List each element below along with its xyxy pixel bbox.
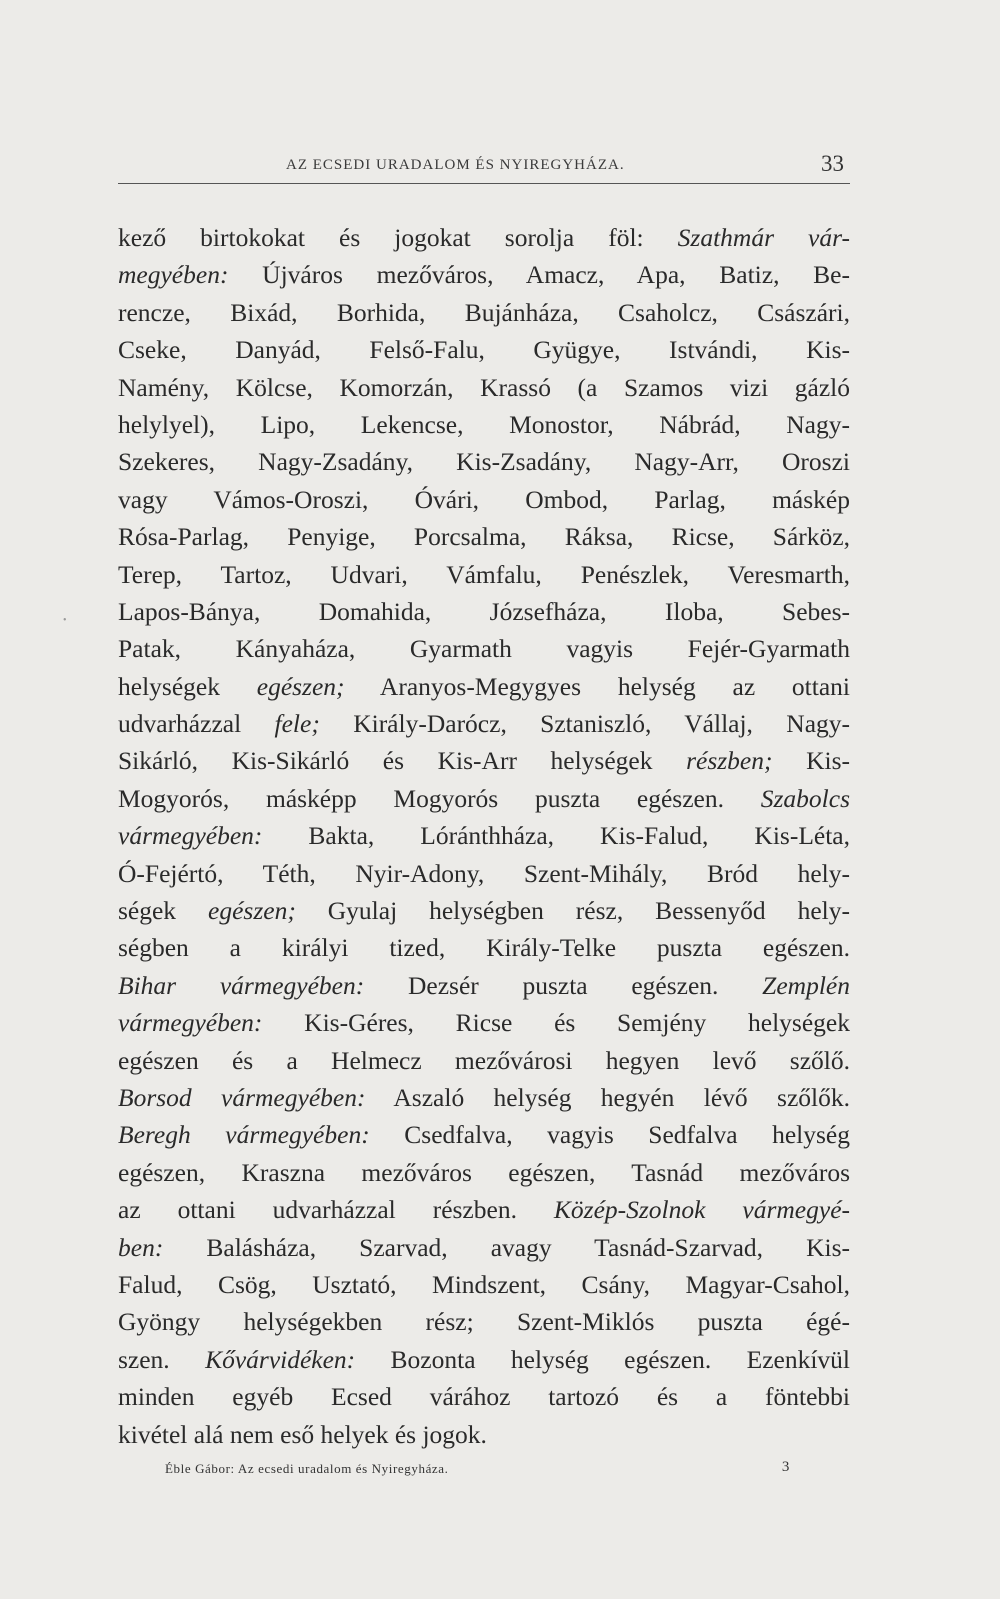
text-line — [118, 892, 850, 929]
text-line — [118, 1191, 850, 1228]
text-run: Csedfalva, vagyis Sedfalva helység — [369, 1120, 850, 1150]
italic-text: Szabolcs — [760, 783, 850, 813]
text-line — [118, 1079, 850, 1116]
text-run: ségben a királyi tized, Király-Telke puszta egészen. — [118, 933, 850, 963]
italic-text: egészen; — [208, 896, 296, 926]
italic-text: vármegyében: — [118, 821, 263, 851]
text-run: Bakta, Lóránthháza, Kis-Falud, Kis-Léta, — [262, 821, 850, 851]
text-run: egészen, Kraszna mezőváros egészen, Tasnád mezőváros — [118, 1157, 850, 1187]
footer-signature: Éble Gábor: Az ecsedi uradalom és Nyiregyháza. — [165, 1461, 449, 1476]
text-run: Balásháza, Szarvad, avagy Tasnád-Szarvad, Kis- — [163, 1232, 850, 1262]
text-run: Rósa-Parlag, Penyige, Porcsalma, Ráksa, Ricse, Sárköz, — [118, 522, 850, 552]
text-line — [118, 1341, 850, 1378]
text-run: Lapos-Bánya, Domahida, Józsefháza, Iloba, Sebes- — [118, 596, 850, 626]
text-run: az ottani udvarházzal részben. — [118, 1195, 554, 1225]
italic-text: részben; — [686, 746, 773, 776]
text-line — [118, 369, 850, 406]
text-run: Mogyorós, másképp Mogyorós puszta egészen. — [118, 783, 761, 813]
text-run: egészen és a Helmecz mezővárosi hegyen levő szőlő. — [118, 1045, 850, 1075]
text-line — [118, 705, 850, 742]
text-run: Namény, Kölcse, Komorzán, Krassó (a Szamos vizi gázló — [118, 372, 850, 402]
italic-text: ben: — [118, 1232, 164, 1262]
text-line — [118, 406, 850, 443]
italic-text: Kővárvidéken: — [205, 1344, 356, 1374]
text-line — [118, 1154, 850, 1191]
body-text — [118, 219, 850, 1453]
text-run: Ó-Fejértó, Téth, Nyir-Adony, Szent-Mihály, Bród hely- — [118, 858, 850, 888]
text-line — [118, 331, 850, 368]
sheet-number: 3 — [781, 1459, 790, 1475]
text-line — [118, 780, 850, 817]
text-run: Falud, Csög, Usztató, Mindszent, Csány, Magyar-Csahol, — [118, 1269, 850, 1299]
text-line — [118, 929, 850, 966]
text-line — [118, 1266, 850, 1303]
text-run: Szekeres, Nagy-Zsadány, Kis-Zsadány, Nagy-Arr, Oroszi — [118, 447, 850, 477]
text-line — [118, 1416, 850, 1453]
text-run: Aranyos-Megygyes helység az ottani — [344, 671, 850, 701]
text-line — [118, 294, 850, 331]
text-line — [118, 1378, 850, 1415]
text-line — [118, 1229, 850, 1266]
text-line — [118, 1116, 850, 1153]
text-run: Dezsér puszta egészen. — [364, 970, 763, 1000]
text-line — [118, 481, 850, 518]
text-run: vagy Vámos-Oroszi, Óvári, Ombod, Parlag, máskép‍ — [118, 484, 850, 514]
text-run: Gyöngy helységekben rész; Szent-Miklós puszta égé- — [118, 1307, 850, 1337]
text-line — [118, 443, 850, 480]
italic-text: vármegyében: — [118, 1008, 263, 1038]
text-run: minden egyéb Ecsed várához tartozó és a föntebbi — [118, 1382, 850, 1412]
text-line — [118, 1303, 850, 1340]
text-run: Bozonta helység egészen. Ezenkívül — [355, 1344, 850, 1374]
running-header — [118, 153, 850, 184]
text-run: Gyulaj helységben rész, Bessenyőd hely- — [295, 896, 850, 926]
print-speck: • — [63, 615, 67, 626]
text-run: rencze, Bixád, Borhida, Bujánháza, Csaholcz, Császári, — [118, 297, 850, 327]
italic-text: megyében: — [118, 260, 229, 290]
italic-text: Bihar vármegyében: — [118, 970, 365, 1000]
italic-text: Beregh vármegyében: — [118, 1120, 370, 1150]
text-run: helységek — [118, 671, 257, 701]
text-line — [118, 630, 850, 667]
text-run: Cseke, Danyád, Felső-Falu, Gyügye, Istvándi, Kis- — [118, 335, 850, 365]
text-run: helylyel), Lipo, Lekencse, Monostor, Nábrád, Nagy- — [118, 409, 850, 439]
italic-text: Zemplén — [762, 970, 850, 1000]
text-run: udvarházzal — [118, 709, 275, 739]
text-run: Kis-Géres, Ricse és Semjény helységek — [262, 1008, 850, 1038]
text-run: Sikárló, Kis-Sikárló és Kis-Arr helységek — [118, 746, 687, 776]
text-line — [118, 593, 850, 630]
text-run: szen. — [118, 1344, 206, 1374]
text-line — [118, 668, 850, 705]
text-run: Kis- — [772, 746, 850, 776]
text-line — [118, 219, 850, 256]
text-run: Király-Darócz, Sztaniszló, Vállaj, Nagy- — [319, 709, 851, 739]
text-run: Újváros mezőváros, Amacz, Apa, Batiz, Be- — [228, 260, 850, 290]
page-number: 33 — [821, 151, 844, 176]
text-line — [118, 1004, 850, 1041]
italic-text: Közép-Szolnok vármegyé- — [553, 1195, 851, 1225]
italic-text: egészen; — [256, 671, 345, 701]
text-line — [118, 855, 850, 892]
text-run: Aszaló helység hegyén lévő szőlők. — [365, 1082, 850, 1112]
text-run: Patak, Kányaháza, Gyarmath vagyis Fejér-Gyarmath — [118, 634, 850, 664]
italic-text: Szathmár vár- — [677, 223, 851, 252]
text-run: kivétel alá nem eső helyek és jogok. — [118, 1419, 487, 1449]
text-line — [118, 1042, 850, 1079]
text-line — [118, 518, 850, 555]
text-run: Terep, Tartoz, Udvari, Vámfalu, Penészlek, Veresmarth, — [118, 559, 850, 589]
text-line — [118, 742, 850, 779]
running-title: AZ ECSEDI URADALOM ÉS NYIREGYHÁZA. — [286, 157, 625, 173]
text-line — [118, 556, 850, 593]
italic-text: fele; — [274, 709, 320, 739]
footer-signature-line — [165, 1461, 790, 1477]
italic-text: Borsod vármegyében: — [118, 1082, 366, 1112]
text-line — [118, 256, 850, 293]
text-run: kező birtokokat és jogokat sorolja föl: — [118, 223, 678, 252]
text-line — [118, 817, 850, 854]
text-line — [118, 967, 850, 1004]
text-run: ségek — [118, 896, 209, 926]
